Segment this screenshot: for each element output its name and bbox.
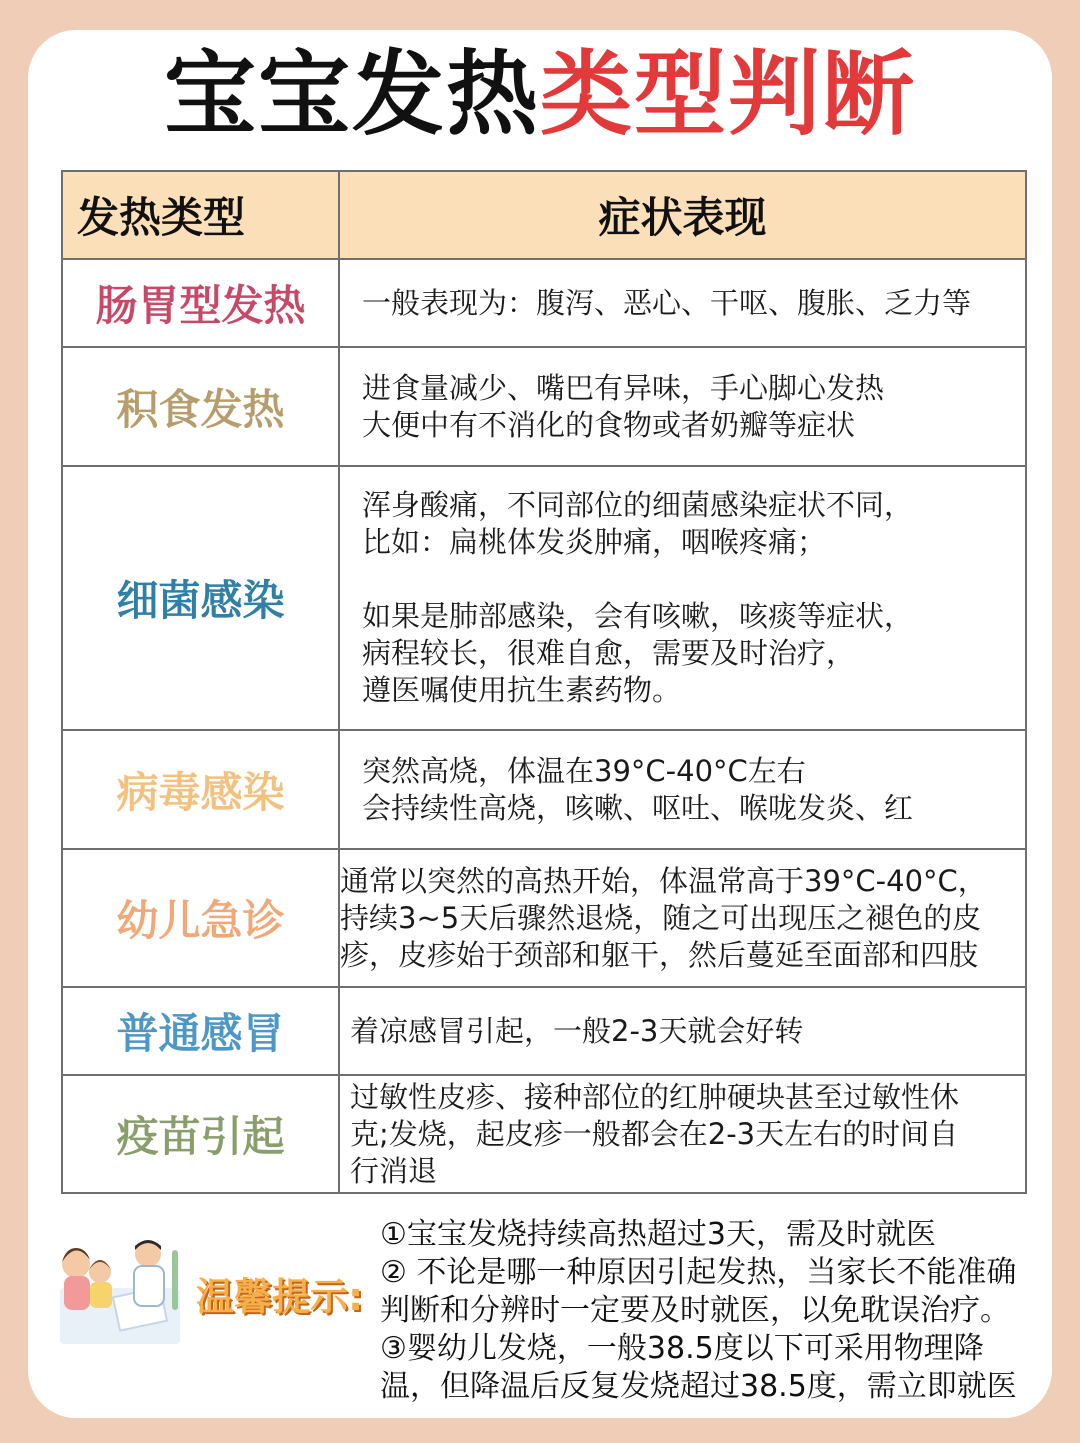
page-title	[0, 40, 1080, 150]
symptom-text: 着凉感冒引起，一般2-3天就会好转	[350, 1013, 804, 1048]
fever-type-cell: 普通感冒	[62, 987, 339, 1075]
tips-section	[0, 1210, 1080, 1410]
symptom-cell	[339, 1075, 1026, 1193]
table-row	[62, 849, 1026, 987]
table-row	[62, 1075, 1026, 1193]
symptom-cell	[339, 466, 1026, 730]
title-part-black: 宝宝发热	[163, 41, 540, 148]
header-symptoms: 症状表现	[339, 171, 1026, 259]
header-fever-type: 发热类型	[62, 171, 339, 259]
fever-type-cell: 积食发热	[62, 347, 339, 466]
fever-type-cell: 病毒感染	[62, 730, 339, 849]
symptom-text: 通常以突然的高热开始，体温常高于39°C-40°C， 持续3~5天后骤然退烧，随之可出现压之褪色的皮 疹，皮疹始于颈部和躯干，然后蔓延至面部和四肢	[340, 863, 987, 972]
table-row	[62, 466, 1026, 730]
symptom-text: 突然高烧，体温在39°C-40°C左右 会持续性高烧，咳嗽、呕吐、喉咙发炎、红	[362, 753, 914, 825]
symptom-cell	[339, 849, 1026, 987]
symptom-cell	[339, 347, 1026, 466]
symptom-text: 一般表现为：腹泻、恶心、干呕、腹胀、乏力等	[362, 285, 972, 320]
table-row	[62, 259, 1026, 347]
table-row	[62, 987, 1026, 1075]
fever-type-cell: 疫苗引起	[62, 1075, 339, 1193]
tips-label: 温馨提示:	[196, 1275, 364, 1319]
symptom-text: 过敏性皮疹、接种部位的红肿硬块甚至过敏性休 克;发烧，起皮疹一般都会在2-3天左右的时间自 行消退	[350, 1079, 960, 1188]
tips-text: ①宝宝发烧持续高热超过3天，需及时就医 ② 不论是哪一种原因引起发热，当家长不能准确 判断和分辨时一定要及时就医，以免耽误治疗。 ③婴幼儿发烧，一般38.5度以下可采用物理降 温，但降温后反复发烧超过38.5度，需立即就医	[380, 1217, 1017, 1404]
doctor-child-illustration	[56, 1230, 184, 1348]
table-header-row	[62, 171, 1026, 259]
fever-type-cell: 幼儿急诊	[62, 849, 339, 987]
title-part-red: 类型判断	[540, 41, 917, 148]
symptom-cell	[339, 730, 1026, 849]
table-row	[62, 347, 1026, 466]
fever-type-cell: 细菌感染	[62, 466, 339, 730]
symptom-text: 浑身酸痛，不同部位的细菌感染症状不同， 比如：扁桃体发炎肿痛，咽喉疼痛； 如果是肺部感染，会有咳嗽，咳痰等症状， 病程较长，很难自愈，需要及时治疗， 遵医嘱使用抗生素药物。	[362, 488, 914, 707]
table-row	[62, 730, 1026, 849]
symptom-cell	[339, 987, 1026, 1075]
fever-type-table	[61, 170, 1027, 1194]
symptom-cell	[339, 259, 1026, 347]
fever-type-cell: 肠胃型发热	[62, 259, 339, 347]
symptom-text: 进食量减少、嘴巴有异味，手心脚心发热 大便中有不消化的食物或者奶瓣等症状	[362, 370, 885, 442]
